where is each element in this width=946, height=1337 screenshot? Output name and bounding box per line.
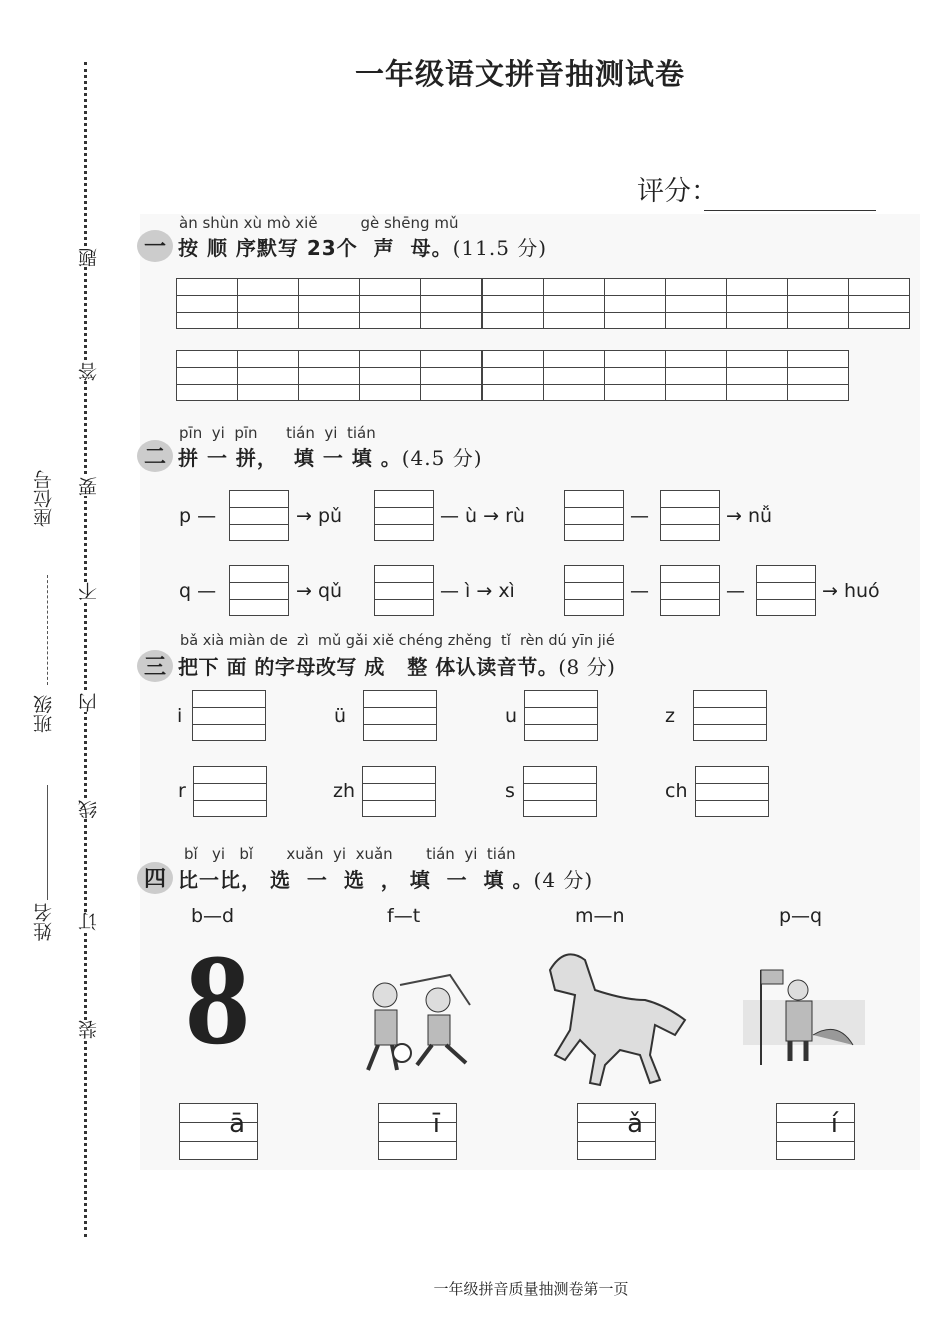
writing-cell[interactable] [482,350,544,401]
page-footer: 一年级拼音质量抽测卷第一页 [433,1280,629,1298]
section-number: 一 [144,235,167,260]
writing-cell[interactable] [665,350,727,401]
section-heading: 拼 一 拼， 填 一 填 。 [178,446,402,470]
answer-box[interactable] [192,690,266,741]
spell-text: — ì → xì [440,580,515,602]
binding-char: 要 [75,477,102,496]
writing-cell[interactable] [176,350,238,401]
section-heading: 比一比， 选 一 选 ， 填 一 填 。 [178,868,534,892]
section-number: 三 [144,655,167,680]
page-title: 一年级语文拼音抽测试卷 [354,57,685,91]
tone-box[interactable] [378,1103,457,1160]
writing-cell[interactable] [237,350,299,401]
binding-char: 装 [75,1020,102,1039]
spell-text: → huó [822,580,880,602]
spell-text: → nǚ [726,505,773,527]
writing-cell[interactable] [604,278,666,329]
letter-label: u [505,705,518,727]
section-heading: 把下 面 的字母改写 成 整 体认读音节。 [178,655,559,679]
spell-text: — [726,580,745,602]
seat-label: 座位号 [30,470,57,527]
section-points: (4 分) [533,868,594,892]
class-label: 班级 [30,695,57,733]
answer-box[interactable] [193,766,267,817]
writing-cell[interactable] [298,350,360,401]
writing-cell[interactable] [420,350,482,401]
spell-text: → qǔ [296,580,343,602]
letter-label: s [505,780,515,802]
spell-text: → pǔ [296,505,343,527]
binding-dotted-line [84,62,87,1237]
letter-label: z [665,705,675,727]
tone-mark: ǎ [627,1109,643,1139]
binding-char: 线 [75,800,102,819]
letter-label: i [177,705,183,727]
spell-text: p — [179,505,217,527]
tone-mark: í [830,1109,838,1139]
tone-box[interactable] [776,1103,855,1160]
boys-playing-football-image [350,965,480,1075]
binding-char: 答 [75,362,102,381]
writing-cell[interactable] [543,350,605,401]
man-with-flag-image [743,965,865,1075]
name-label: 姓名 [30,903,57,941]
tone-box[interactable] [577,1103,656,1160]
binding-char: 内 [75,693,102,712]
answer-box[interactable] [564,565,624,616]
binding-char: 题 [75,248,102,267]
tone-mark: ī [432,1109,440,1139]
answer-box[interactable] [229,565,289,616]
section-heading: 按 顺 序默写 23个 声 母。 [178,236,453,260]
answer-box[interactable] [693,690,767,741]
section-pinyin: àn shùn xù mò xiě gè shēng mǔ [179,214,459,232]
section-number: 四 [144,867,167,892]
letter-label: ch [665,780,688,802]
answer-box[interactable] [374,565,434,616]
binding-char: 不 [75,582,102,601]
tone-box[interactable] [179,1103,258,1160]
binding-char: 订 [75,912,102,931]
answer-box[interactable] [524,690,598,741]
writing-cell[interactable] [665,278,727,329]
writing-cell[interactable] [787,350,849,401]
section-pinyin: bǎ xià miàn de zì mǔ gǎi xiě chéng zhěng tǐ rèn dú yīn jié [180,633,615,649]
tone-mark: ā [229,1109,245,1139]
writing-cell[interactable] [604,350,666,401]
spell-text: q — [179,580,217,602]
answer-box[interactable] [756,565,816,616]
writing-cell[interactable] [726,278,788,329]
writing-cell[interactable] [726,350,788,401]
digit-eight-image: 8 [185,928,250,1072]
horse-image [535,945,695,1090]
answer-box[interactable] [660,490,720,541]
writing-cell[interactable] [237,278,299,329]
section-number: 二 [144,445,167,470]
writing-cell[interactable] [787,278,849,329]
writing-cell[interactable] [420,278,482,329]
answer-box[interactable] [374,490,434,541]
answer-box[interactable] [523,766,597,817]
letter-pair: m—n [575,905,625,927]
writing-cell[interactable] [359,350,421,401]
score-label: 评分： [637,176,718,207]
writing-cell[interactable] [543,278,605,329]
score-field[interactable] [704,210,876,211]
letter-pair: b—d [191,905,235,927]
spell-text: — [630,505,649,527]
writing-cell[interactable] [482,278,544,329]
answer-box[interactable] [660,565,720,616]
spell-text: — [630,580,649,602]
name-field[interactable] [47,785,48,900]
class-field[interactable] [47,575,48,685]
section-pinyin: pīn yi pīn tián yi tián [179,424,376,442]
answer-box[interactable] [362,766,436,817]
answer-box[interactable] [564,490,624,541]
section-pinyin: bǐ yi bǐ xuǎn yi xuǎn tián yi tián [184,845,516,863]
writing-cell[interactable] [359,278,421,329]
writing-cell[interactable] [848,278,910,329]
spell-text: — ù → rù [440,505,525,527]
writing-cell[interactable] [176,278,238,329]
letter-pair: p—q [779,905,823,927]
section-points: (11.5 分) [452,236,548,260]
letter-label: ü [334,705,347,727]
letter-pair: f—t [387,905,421,927]
letter-label: r [178,780,186,802]
answer-box[interactable] [695,766,769,817]
section-points: (4.5 分) [401,446,483,470]
answer-box[interactable] [229,490,289,541]
letter-label: zh [333,780,356,802]
writing-cell[interactable] [298,278,360,329]
answer-box[interactable] [363,690,437,741]
section-points: (8 分) [558,655,616,679]
